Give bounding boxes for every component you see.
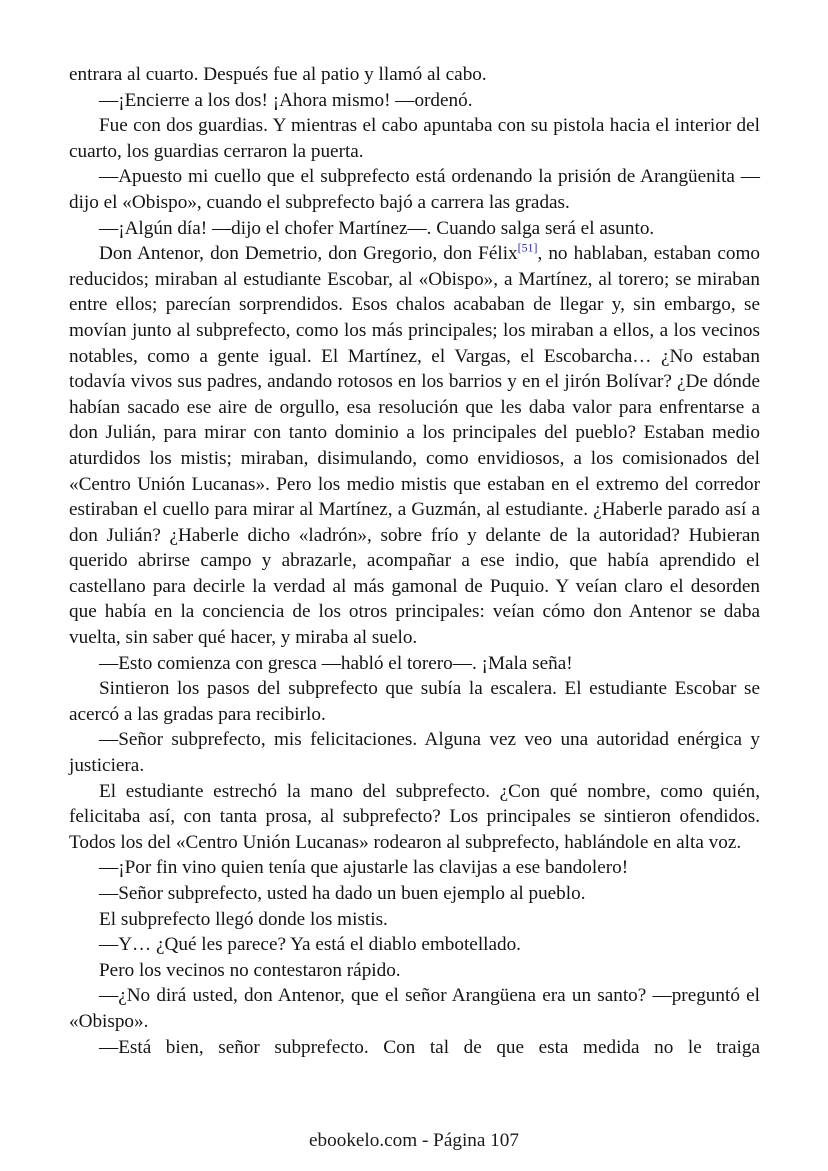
page-text-column: [69, 62, 760, 1060]
paragraph: —Esto comienza con gresca —habló el torero—. ¡Mala seña!: [99, 652, 573, 674]
paragraph: —Señor subprefecto, mis felicitaciones. Alguna vez veo una autoridad enérgica y justiciera.: [69, 729, 760, 777]
paragraph-text-tail: , no hablaban, estaban como reducidos; miraban al estudiante Escobar, al «Obispo», a Martínez, al torero; se miraban entre ellos; parecían sorprendidos. Esos chalos acababan de llegar y, sin embargo, se movían junto al subprefecto, como los más principales; los miraban a ellos, a los vecinos notables, como a gente igual. El Martínez, el Vargas, el Escobarcha… ¿No estaban todavía vivos sus padres, andando rotosos en los barrios y en el jirón Bolívar? ¿De dónde habían sacado ese aire de orgullo, esa resolución que les daba valor para enfrentarse a don Julián, para mirar con tanto dominio a los principales del pueblo? Estaban medio aturdidos los mistis; miraban, disimulando, como envidiosos, a los comisionados del «Centro Unión Lucanas». Pero los medio mistis que estaban en el extremo del corredor estiraban el cuello para mirar al Martínez, a Guzmán, al estudiante. ¿Haberle parado así a don Julián? ¿Haberle dicho «ladrón», sobre frío y delante de la autoridad? Hubieran querido abrirse campo y abrazarle, acompañar a ese indio, que había aprendido el castellano para decirle la verdad al más gamonal de Puquio. Y veían claro el desorden que había en la conciencia de los otros principales: veían cómo don Antenor se daba vuelta, sin saber qué hacer, y miraba al suelo.: [69, 243, 760, 649]
paragraph: —Y… ¿Qué les parece? Ya está el diablo embotellado.: [99, 934, 521, 956]
paragraph-continued: —Está bien, señor subprefecto. Con tal de que esta medida no le traiga: [99, 1036, 760, 1058]
paragraph: —Apuesto mi cuello que el subprefecto está ordenando la prisión de Arangüenita —dijo el «Obispo», cuando el subprefecto bajó a carrera las gradas.: [69, 166, 760, 213]
page-footer: ebookelo.com - Página 107: [309, 1130, 519, 1151]
paragraph-with-footnote: [69, 241, 760, 651]
paragraph: —¡Algún día! —dijo el chofer Martínez—. Cuando salga será el asunto.: [99, 217, 655, 239]
paragraph: —¡Encierre a los dos! ¡Ahora mismo! —ordenó.: [99, 89, 473, 111]
paragraph: —Señor subprefecto, usted ha dado un buen ejemplo al pueblo.: [99, 883, 586, 904]
paragraph: El estudiante estrechó la mano del subprefecto. ¿Con qué nombre, como quién, felicitaba así, con tanta prosa, al subprefecto? Los principales se sintieron ofendidos. Todos los del «Centro Unión Lucanas» rodearon al subprefecto, hablándole en alta voz.: [69, 780, 760, 853]
paragraph-text-lead: Don Antenor, don Demetrio, don Gregorio, don Félix: [99, 243, 518, 265]
paragraph: —¡Por fin vino quien tenía que ajustarle las clavijas a ese bandolero!: [99, 857, 629, 879]
paragraph: Fue con dos guardias. Y mientras el cabo apuntaba con su pistola hacia el interior del cuarto, los guardias cerraron la puerta.: [69, 115, 760, 162]
footnote-reference-link[interactable]: [51]: [517, 240, 538, 255]
paragraph: El subprefecto llegó donde los mistis.: [99, 908, 388, 930]
paragraph: Pero los vecinos no contestaron rápido.: [99, 959, 401, 981]
paragraph: Sintieron los pasos del subprefecto que subía la escalera. El estudiante Escobar se acercó a las gradas para recibirlo.: [69, 678, 760, 725]
paragraph: —¿No dirá usted, don Antenor, que el señor Arangüena era un santo? —preguntó el «Obispo».: [69, 985, 760, 1032]
paragraph: entrara al cuarto. Después fue al patio y llamó al cabo.: [69, 64, 487, 85]
